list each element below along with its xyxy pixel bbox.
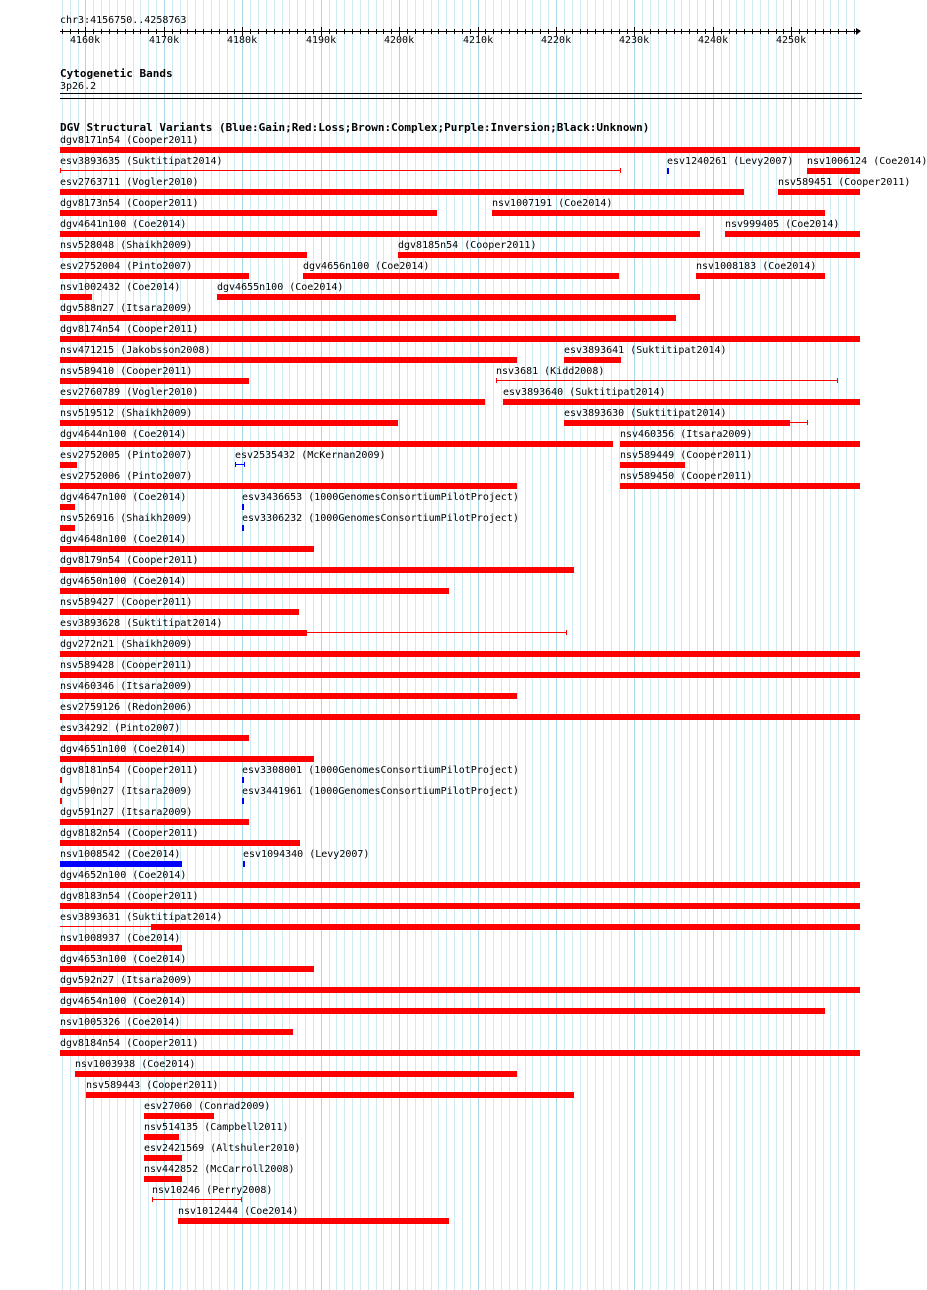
sv-feature-bar[interactable] [60,441,613,447]
sv-feature-bar[interactable] [303,273,619,279]
ruler-minor-tick [846,29,847,34]
sv-feature-bar[interactable] [242,798,244,804]
sv-feature-bar[interactable] [492,210,825,216]
ruler-minor-tick [697,29,698,34]
ruler-minor-tick [148,29,149,34]
sv-feature-bar[interactable] [60,840,300,846]
sv-feature-label[interactable]: esv3893635 (Suktitipat2014) [60,156,223,167]
ruler-minor-tick [470,29,471,34]
sv-feature-bar[interactable] [60,231,700,237]
sv-feature-label[interactable]: dgv8184n54 (Cooper2011) [60,1038,199,1049]
sv-feature-bar[interactable] [60,462,77,468]
sv-feature-bar[interactable] [60,945,182,951]
sv-feature-bar[interactable] [60,357,517,363]
sv-feature-label[interactable]: dgv4653n100 (Coe2014) [60,954,187,965]
sv-feature-label[interactable]: dgv4656n100 (Coe2014) [303,261,430,272]
ruler-minor-tick [729,29,730,34]
sv-feature-label[interactable]: nsv1003938 (Coe2014) [75,1059,196,1070]
sv-feature-label[interactable]: esv2760789 (Vogler2010) [60,387,199,398]
sv-feature-label[interactable]: nsv589449 (Cooper2011) [620,450,753,461]
sv-feature-bar[interactable] [144,1155,182,1161]
sv-feature-label[interactable]: nsv1005326 (Coe2014) [60,1017,181,1028]
sv-feature-bar[interactable] [60,336,860,342]
sv-feature-cap [241,1197,242,1202]
sv-feature-bar[interactable] [60,861,182,867]
sv-feature-label[interactable]: esv3436653 (1000GenomesConsortiumPilotProject) [242,492,519,503]
ruler-minor-tick [211,29,212,34]
sv-feature-bar[interactable] [60,483,517,489]
sv-feature-bar[interactable] [217,294,700,300]
sv-feature-bar[interactable] [60,966,314,972]
sv-feature-bar[interactable] [696,273,825,279]
sv-feature-label[interactable]: dgv8182n54 (Cooper2011) [60,828,199,839]
sv-feature-bar[interactable] [178,1218,449,1224]
ruler-minor-tick [485,29,486,34]
sv-feature-bar[interactable] [60,1029,293,1035]
sv-feature-bar[interactable] [725,231,860,237]
ruler-minor-tick [736,29,737,34]
sv-feature-label[interactable]: esv1094340 (Levy2007) [243,849,370,860]
sv-feature-cap [837,378,838,383]
grid-line [744,0,745,1290]
sv-feature-bar[interactable] [144,1134,179,1140]
sv-feature-label[interactable]: dgv588n27 (Itsara2009) [60,303,193,314]
ruler-minor-tick [517,29,518,34]
ruler-minor-tick [603,29,604,34]
sv-feature-label[interactable]: esv2752006 (Pinto2007) [60,471,193,482]
sv-feature-bar[interactable] [60,420,398,426]
ruler-minor-tick [78,29,79,34]
sv-feature-bar[interactable] [60,903,860,909]
ruler-minor-tick [509,29,510,34]
sv-feature-bar[interactable] [60,399,485,405]
ruler-minor-tick [227,29,228,34]
ruler-minor-tick [611,29,612,34]
sv-feature-label[interactable]: nsv528048 (Shaikh2009) [60,240,193,251]
ruler-minor-tick [454,29,455,34]
grid-line [760,0,761,1290]
cyto-track-title: Cytogenetic Bands [60,67,173,80]
sv-feature-bar[interactable] [60,714,860,720]
sv-feature-label[interactable]: esv2752004 (Pinto2007) [60,261,193,272]
ruler-minor-tick [258,29,259,34]
sv-feature-cap [244,462,245,467]
sv-feature-cap [60,168,61,173]
ruler-minor-tick [195,29,196,34]
sv-feature-label[interactable]: nsv589428 (Cooper2011) [60,660,193,671]
ruler-minor-tick [548,29,549,34]
ruler-minor-tick [266,29,267,34]
ruler-minor-tick [62,29,63,34]
ruler-minor-tick [681,29,682,34]
ruler-tick-label: 4190k [306,35,337,46]
sv-feature-label[interactable]: nsv519512 (Shaikh2009) [60,408,193,419]
ruler-tick-label: 4210k [463,35,494,46]
cyto-band-label: 3p26.2 [60,81,97,92]
sv-feature-bar[interactable] [242,504,244,510]
sv-feature-bar[interactable] [60,672,860,678]
grid-line [768,0,769,1290]
sv-feature-label[interactable]: esv3893630 (Suktitipat2014) [564,408,727,419]
sv-feature-bar[interactable] [60,882,860,888]
sv-feature-bar[interactable] [667,168,669,174]
sv-feature-bar[interactable] [60,1008,825,1014]
sv-feature-bar[interactable] [60,567,574,573]
sv-feature-label[interactable]: nsv999405 (Coe2014) [725,219,840,230]
sv-feature-label[interactable]: esv2535432 (McKernan2009) [235,450,386,461]
sv-feature-bar[interactable] [60,294,92,300]
ruler-minor-tick [446,29,447,34]
ruler-minor-tick [305,29,306,34]
sv-feature-bar[interactable] [60,189,744,195]
sv-feature-label[interactable]: dgv8183n54 (Cooper2011) [60,891,199,902]
ruler-tick-label: 4250k [776,35,807,46]
ruler-minor-tick [352,29,353,34]
sv-feature-bar[interactable] [144,1176,182,1182]
sv-feature-label[interactable]: esv3893640 (Suktitipat2014) [503,387,666,398]
ruler-tick-label: 4230k [619,35,650,46]
sv-feature-label[interactable]: nsv1008183 (Coe2014) [696,261,817,272]
ruler-minor-tick [407,29,408,34]
sv-feature-label[interactable]: nsv589427 (Cooper2011) [60,597,193,608]
ruler-minor-tick [854,29,855,34]
sv-feature-bar[interactable] [60,693,517,699]
sv-feature-label[interactable]: nsv1012444 (Coe2014) [178,1206,299,1217]
sv-feature-line[interactable] [152,1199,242,1200]
ruler-minor-tick [674,29,675,34]
sv-feature-label[interactable]: nsv514135 (Campbell2011) [144,1122,289,1133]
sv-feature-label[interactable]: nsv589450 (Cooper2011) [620,471,753,482]
ruler-minor-tick [250,29,251,34]
sv-feature-label[interactable]: nsv1007191 (Coe2014) [492,198,613,209]
ruler-tick-label: 4240k [698,35,729,46]
ruler-tick-label: 4200k [384,35,415,46]
sv-feature-line[interactable] [307,632,567,633]
sv-feature-bar[interactable] [620,462,685,468]
ruler-minor-tick [650,29,651,34]
sv-feature-cap [235,462,236,467]
sv-feature-label[interactable]: dgv592n27 (Itsara2009) [60,975,193,986]
sv-feature-label[interactable]: dgv4654n100 (Coe2014) [60,996,187,1007]
sv-feature-bar[interactable] [144,1113,214,1119]
sv-feature-bar[interactable] [86,1092,574,1098]
ruler-minor-tick [752,29,753,34]
sv-feature-label[interactable]: nsv1008937 (Coe2014) [60,933,181,944]
ruler-minor-tick [501,29,502,34]
ruler-minor-tick [595,29,596,34]
ruler-minor-tick [830,29,831,34]
ruler-minor-tick [336,29,337,34]
sv-feature-cap [807,420,808,425]
sv-feature-bar[interactable] [60,546,314,552]
sv-feature-label[interactable]: esv2421569 (Altshuler2010) [144,1143,301,1154]
ruler-minor-tick [274,29,275,34]
ruler-minor-tick [587,29,588,34]
sv-feature-label[interactable]: esv3308001 (1000GenomesConsortiumPilotProject) [242,765,519,776]
cyto-band-line-top [60,93,862,94]
sv-feature-line[interactable] [790,422,808,423]
sv-feature-label[interactable]: esv2763711 (Vogler2010) [60,177,199,188]
sv-feature-bar[interactable] [60,735,249,741]
sv-feature-label[interactable]: esv3441961 (1000GenomesConsortiumPilotProject) [242,786,519,797]
ruler-minor-tick [344,29,345,34]
sv-feature-label[interactable]: esv2759126 (Redon2006) [60,702,193,713]
sv-feature-label[interactable]: esv2752005 (Pinto2007) [60,450,193,461]
sv-feature-bar[interactable] [60,210,437,216]
sv-feature-bar[interactable] [243,861,245,867]
ruler-minor-tick [666,29,667,34]
sv-feature-bar[interactable] [398,252,860,258]
sv-feature-label[interactable]: dgv8179n54 (Cooper2011) [60,555,199,566]
sv-feature-label[interactable]: esv3306232 (1000GenomesConsortiumPilotProject) [242,513,519,524]
sv-feature-label[interactable]: esv27060 (Conrad2009) [144,1101,271,1112]
sv-feature-label[interactable]: nsv589443 (Cooper2011) [86,1080,219,1091]
sv-feature-bar[interactable] [242,777,244,783]
ruler-minor-tick [760,29,761,34]
sv-feature-bar[interactable] [778,189,860,195]
sv-feature-bar[interactable] [564,420,790,426]
sv-feature-bar[interactable] [151,924,860,930]
ruler-minor-tick [705,29,706,34]
sv-feature-label[interactable]: dgv8185n54 (Cooper2011) [398,240,537,251]
grid-line [752,0,753,1290]
sv-feature-bar[interactable] [620,441,860,447]
sv-feature-label[interactable]: esv3893631 (Suktitipat2014) [60,912,223,923]
ruler-range-label: chr3:4156750..4258763 [60,15,187,26]
ruler-minor-tick [423,29,424,34]
sv-feature-bar[interactable] [60,588,449,594]
ruler-minor-tick [807,29,808,34]
sv-feature-bar[interactable] [60,630,307,636]
sv-feature-bar[interactable] [60,798,62,804]
sv-feature-label[interactable]: esv3893641 (Suktitipat2014) [564,345,727,356]
ruler-minor-tick [721,29,722,34]
sv-feature-label[interactable]: dgv591n27 (Itsara2009) [60,807,193,818]
ruler-minor-tick [619,29,620,34]
sv-feature-label[interactable]: dgv8171n54 (Cooper2011) [60,135,199,146]
sv-feature-label[interactable]: dgv4644n100 (Coe2014) [60,429,187,440]
sv-feature-label[interactable]: dgv4650n100 (Coe2014) [60,576,187,587]
ruler-minor-tick [823,29,824,34]
sv-feature-bar[interactable] [564,357,621,363]
ruler-tick-label: 4220k [541,35,572,46]
ruler-arrow-icon [856,28,861,35]
sv-feature-label[interactable]: dgv4652n100 (Coe2014) [60,870,187,881]
sv-feature-bar[interactable] [620,483,860,489]
sv-feature-label[interactable]: nsv589410 (Cooper2011) [60,366,193,377]
sv-feature-label[interactable]: nsv460356 (Itsara2009) [620,429,753,440]
ruler-minor-tick [838,29,839,34]
sv-feature-bar[interactable] [60,273,249,279]
ruler-minor-tick [768,29,769,34]
sv-feature-label[interactable]: dgv4651n100 (Coe2014) [60,744,187,755]
sv-feature-cap [620,168,621,173]
ruler-minor-tick [109,29,110,34]
sv-feature-bar[interactable] [60,609,299,615]
ruler-minor-tick [376,29,377,34]
ruler-minor-tick [744,29,745,34]
sv-feature-label[interactable]: esv3893628 (Suktitipat2014) [60,618,223,629]
sv-feature-bar[interactable] [60,756,314,762]
sv-feature-line[interactable] [496,380,838,381]
sv-feature-bar[interactable] [60,525,75,531]
ruler-minor-tick [289,29,290,34]
sv-feature-label[interactable]: dgv590n27 (Itsara2009) [60,786,193,797]
ruler-minor-tick [313,29,314,34]
ruler-minor-tick [525,29,526,34]
ruler-minor-tick [156,29,157,34]
ruler-tick-label: 4160k [70,35,101,46]
ruler-minor-tick [627,29,628,34]
ruler-minor-tick [438,29,439,34]
sv-feature-label[interactable]: esv34292 (Pinto2007) [60,723,181,734]
sv-feature-bar[interactable] [242,525,244,531]
ruler-minor-tick [815,29,816,34]
sv-feature-bar[interactable] [75,1071,517,1077]
sv-feature-label[interactable]: nsv1006124 (Coe2014) [807,156,927,167]
ruler-minor-tick [203,29,204,34]
sv-feature-label[interactable]: dgv4648n100 (Coe2014) [60,534,187,545]
ruler-minor-tick [391,29,392,34]
sv-feature-label[interactable]: dgv8174n54 (Cooper2011) [60,324,199,335]
ruler-minor-tick [564,29,565,34]
sv-feature-cap [566,630,567,635]
sv-feature-label[interactable]: nsv589451 (Cooper2011) [778,177,911,188]
sv-feature-label[interactable]: esv1240261 (Levy2007) [667,156,794,167]
grid-line [776,0,777,1290]
dgv-track-title: DGV Structural Variants (Blue:Gain;Red:Loss;Brown:Complex;Purple:Inversion;Black:Unknown) [60,121,650,134]
ruler-minor-tick [642,29,643,34]
sv-feature-label[interactable]: dgv4647n100 (Coe2014) [60,492,187,503]
sv-feature-bar[interactable] [60,315,676,321]
sv-feature-label[interactable]: nsv1002432 (Coe2014) [60,282,181,293]
sv-feature-label[interactable]: nsv460346 (Itsara2009) [60,681,193,692]
sv-feature-label[interactable]: nsv471215 (Jakobsson2008) [60,345,211,356]
ruler-minor-tick [101,29,102,34]
ruler-minor-tick [70,29,71,34]
ruler-minor-tick [140,29,141,34]
sv-feature-label[interactable]: dgv8181n54 (Cooper2011) [60,765,199,776]
ruler-minor-tick [580,29,581,34]
sv-feature-label[interactable]: dgv272n21 (Shaikh2009) [60,639,193,650]
ruler-minor-tick [540,29,541,34]
sv-feature-label[interactable]: nsv442852 (McCarroll2008) [144,1164,295,1175]
sv-feature-cap [496,378,497,383]
ruler-minor-tick [431,29,432,34]
ruler-minor-tick [360,29,361,34]
ruler-minor-tick [368,29,369,34]
sv-feature-bar[interactable] [60,1050,860,1056]
ruler-tick-label: 4170k [149,35,180,46]
ruler-minor-tick [658,29,659,34]
ruler-minor-tick [219,29,220,34]
sv-feature-label[interactable]: nsv10246 (Perry2008) [152,1185,273,1196]
ruler-minor-tick [172,29,173,34]
sv-feature-line[interactable] [60,170,621,171]
sv-feature-bar[interactable] [503,399,860,405]
sv-feature-bar[interactable] [60,651,860,657]
sv-feature-bar[interactable] [60,504,75,510]
ruler-minor-tick [117,29,118,34]
ruler-minor-tick [689,29,690,34]
sv-feature-bar[interactable] [60,777,62,783]
sv-feature-bar[interactable] [60,147,860,153]
ruler-minor-tick [282,29,283,34]
ruler-minor-tick [799,29,800,34]
sv-feature-label[interactable]: dgv4655n100 (Coe2014) [217,282,344,293]
ruler-minor-tick [133,29,134,34]
sv-feature-label[interactable]: dgv4641n100 (Coe2014) [60,219,187,230]
ruler-minor-tick [493,29,494,34]
ruler-minor-tick [776,29,777,34]
sv-feature-label[interactable]: nsv526916 (Shaikh2009) [60,513,193,524]
sv-feature-cap [152,1197,153,1202]
ruler-minor-tick [187,29,188,34]
ruler-minor-tick [572,29,573,34]
ruler-minor-tick [297,29,298,34]
cyto-band-line-bottom [60,98,862,99]
ruler-minor-tick [783,29,784,34]
ruler-minor-tick [415,29,416,34]
sv-feature-label[interactable]: dgv8173n54 (Cooper2011) [60,198,199,209]
sv-feature-bar[interactable] [60,252,307,258]
sv-feature-label[interactable]: nsv1008542 (Coe2014) [60,849,181,860]
sv-feature-bar[interactable] [60,378,249,384]
ruler-minor-tick [234,29,235,34]
ruler-minor-tick [383,29,384,34]
ruler-minor-tick [125,29,126,34]
sv-feature-bar[interactable] [807,168,860,174]
sv-feature-bar[interactable] [60,987,860,993]
ruler-minor-tick [532,29,533,34]
sv-feature-line[interactable] [60,926,151,927]
ruler-minor-tick [329,29,330,34]
ruler-tick-label: 4180k [227,35,258,46]
ruler-minor-tick [180,29,181,34]
ruler-minor-tick [462,29,463,34]
sv-feature-bar[interactable] [60,819,249,825]
ruler-minor-tick [93,29,94,34]
sv-feature-label[interactable]: nsv3681 (Kidd2008) [496,366,605,377]
